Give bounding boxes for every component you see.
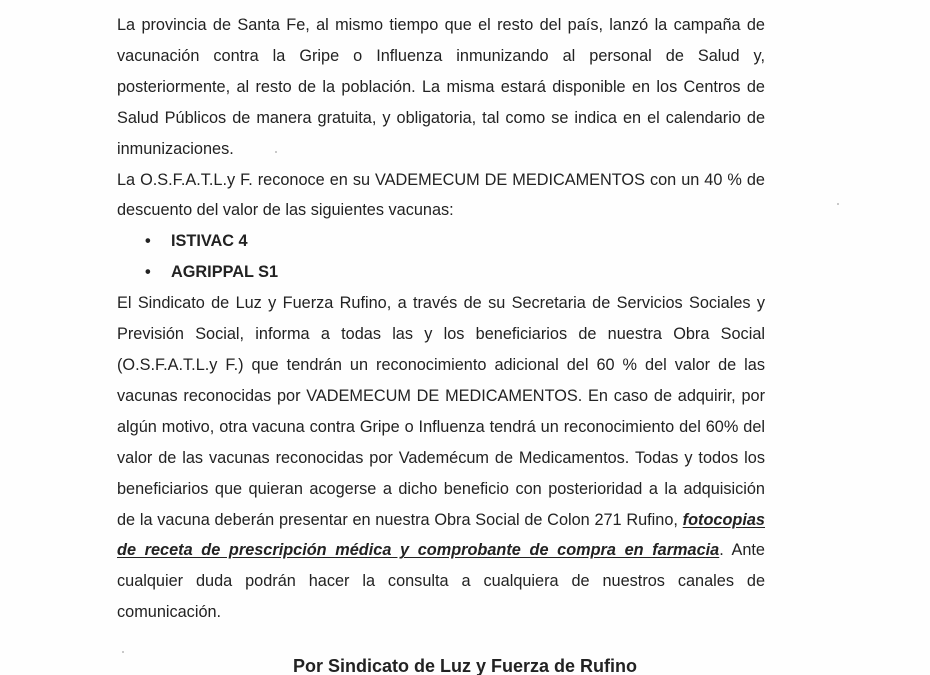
- vaccine-name: AGRIPPAL S1: [171, 263, 279, 282]
- bullet-icon: •: [145, 263, 151, 282]
- scan-speck: [837, 203, 839, 205]
- list-item: [145, 226, 765, 257]
- vaccine-name: ISTIVAC 4: [171, 232, 248, 251]
- list-item: [145, 257, 765, 288]
- vaccine-list: [117, 226, 765, 288]
- document-body: [117, 10, 765, 628]
- paragraph-reimbursement-end: . Ante cualquier duda podrán hacer la consulta a cualquiera de nuestros canales de comunicación.: [117, 541, 765, 622]
- signature-line: Por Sindicato de Luz y Fuerza de Rufino: [292, 656, 638, 675]
- paragraph-campaign: La provincia de Santa Fe, al mismo tiempo que el resto del país, lanzó la campaña de vacunación contra la Gripe o Influenza inmunizando al personal de Salud y, posteriormente, al resto de la población. La misma estará disponible en los Centros de Salud Públicos de manera gratuita, y obligatoria, tal como se indica en el calendario de inmunizaciones.: [117, 16, 765, 158]
- paragraph-reimbursement: [117, 288, 765, 628]
- paragraph-reimbursement-text: El Sindicato de Luz y Fuerza Rufino, a través de su Secretaria de Servicios Sociales y Previsión Social, informa a todas las y los beneficiarios de nuestra Obra Social (O.S.F.A.T.L.y F.) que tendrán un reconocimiento adicional del 60 % del valor de las vacunas reconocidas por VADEMECUM DE MEDICAMENTOS. En caso de adquirir, por algún motivo, otra vacuna contra Gripe o Influenza tendrá un reconocimiento del 60% del valor de las vacunas reconocidas por Vademécum de Medicamentos. Todas y todos los beneficiarios que quieran acogerse a dicho beneficio con posterioridad a la adquisición de la vacuna deberán presentar en nuestra Obra Social de Colon 271 Rufino,: [117, 294, 765, 529]
- bullet-icon: •: [145, 232, 151, 251]
- required-documents-note: fotocopias de receta de prescripción médica y comprobante de compra en farmacia: [117, 510, 765, 560]
- paragraph-discount: La O.S.F.A.T.L.y F. reconoce en su VADEMECUM DE MEDICAMENTOS con un 40 % de descuento del valor de las siguientes vacunas:: [117, 170, 765, 220]
